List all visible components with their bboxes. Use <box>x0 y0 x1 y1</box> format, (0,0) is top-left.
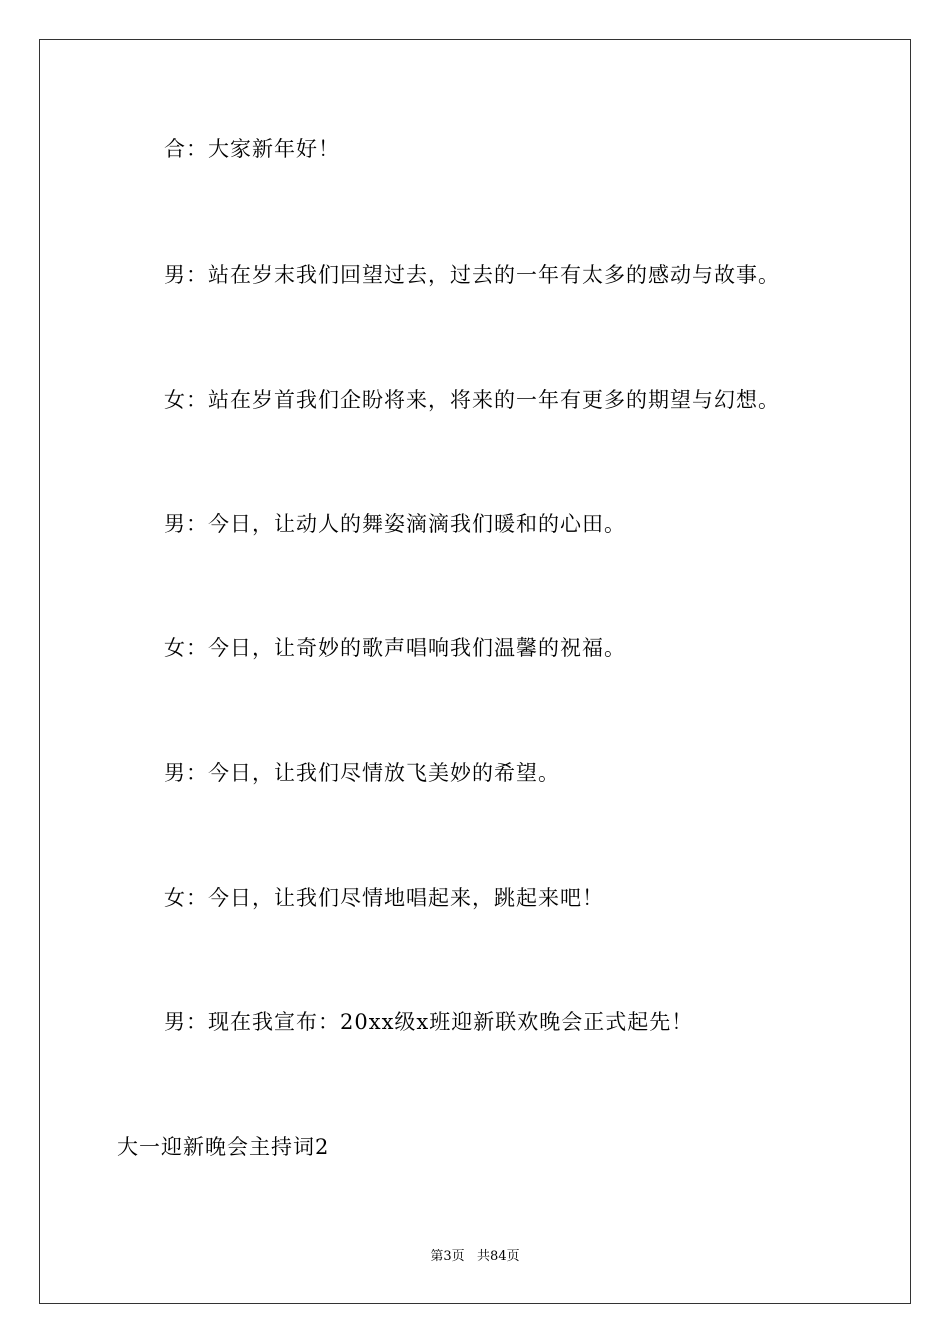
dialogue-line-5: 女：今日，让奇妙的歌声唱响我们温馨的祝福。 <box>164 636 626 660</box>
section-heading: 大一迎新晚会主持词2 <box>117 1135 330 1159</box>
dialogue-line-1: 合：大家新年好！ <box>164 137 340 161</box>
dialogue-line-6: 男：今日，让我们尽情放飞美妙的希望。 <box>164 761 560 785</box>
dialogue-line-2: 男：站在岁末我们回望过去，过去的一年有太多的感动与故事。 <box>164 263 780 287</box>
page-footer: 第3页 共84页 <box>430 1249 520 1264</box>
dialogue-line-8: 男：现在我宣布：20xx级x班迎新联欢晚会正式起先！ <box>164 1010 694 1034</box>
dialogue-line-4: 男：今日，让动人的舞姿滴滴我们暖和的心田。 <box>164 512 626 536</box>
dialogue-line-3: 女：站在岁首我们企盼将来，将来的一年有更多的期望与幻想。 <box>164 388 780 412</box>
page-border <box>39 39 911 1304</box>
dialogue-line-7: 女：今日，让我们尽情地唱起来，跳起来吧！ <box>164 886 604 910</box>
